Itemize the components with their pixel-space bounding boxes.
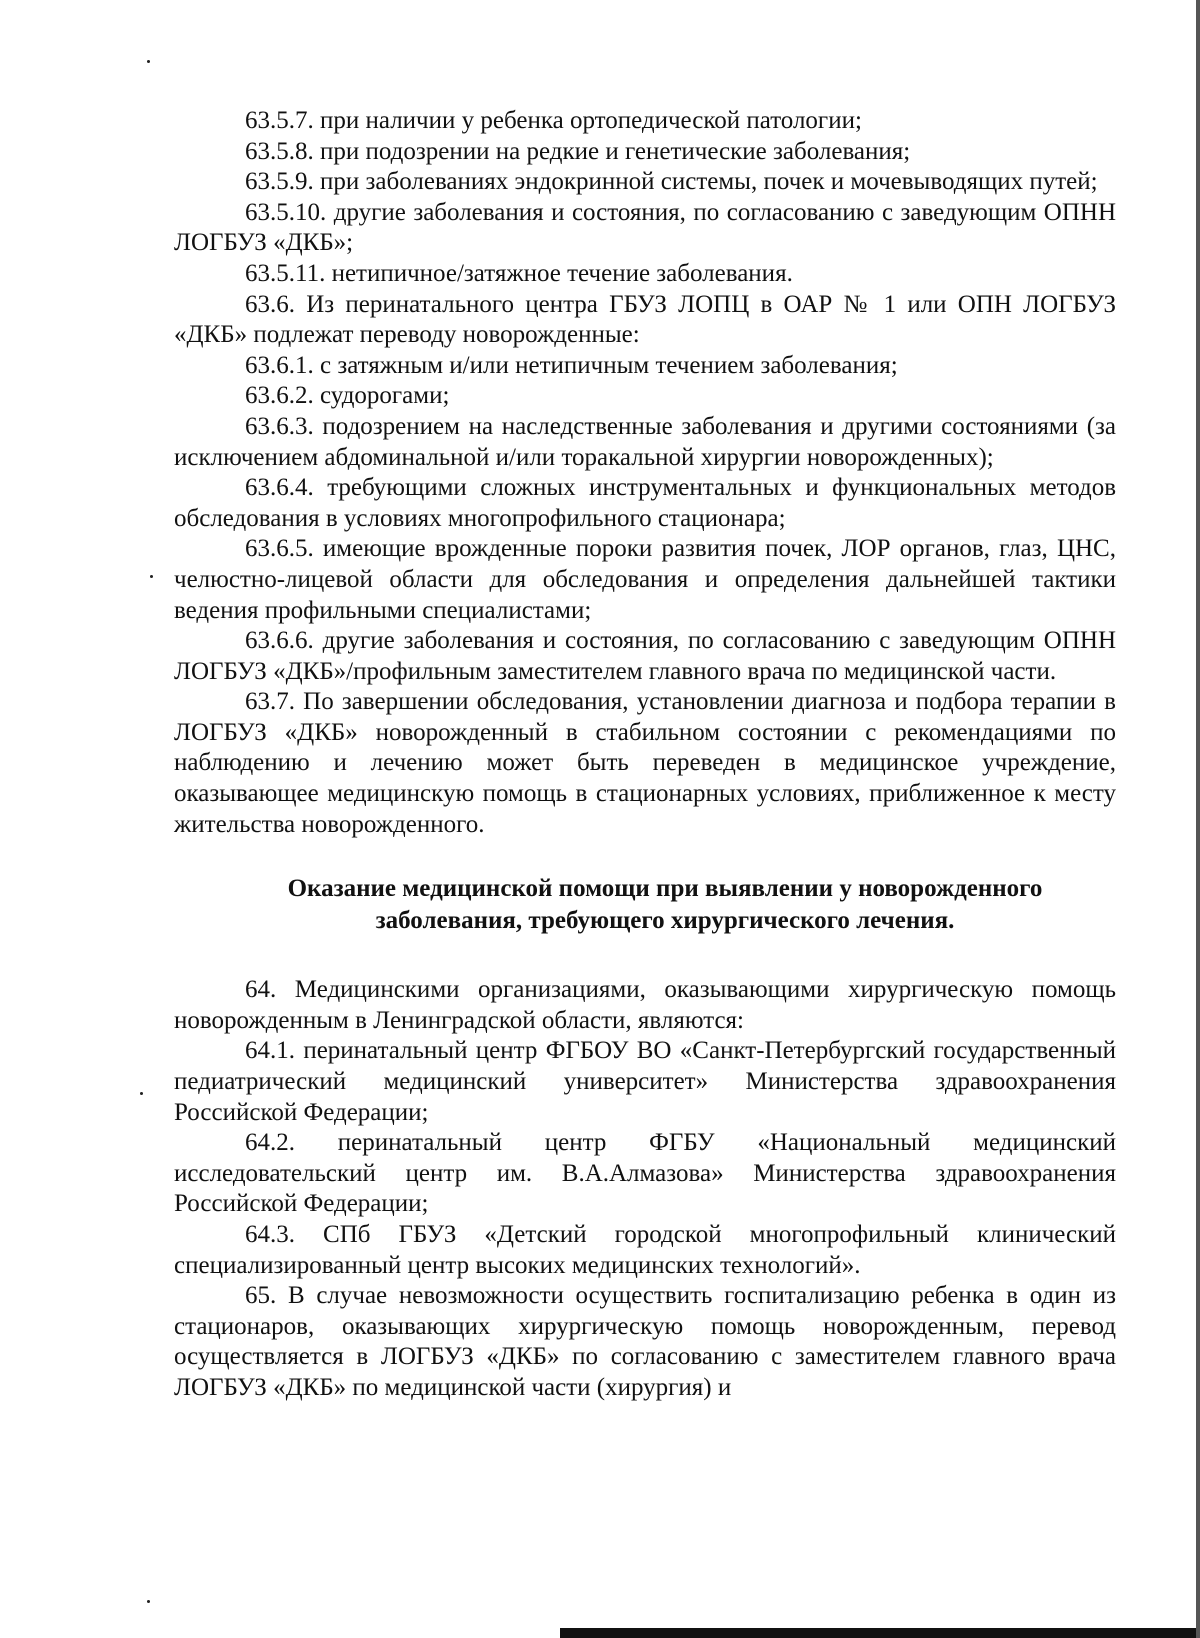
scan-speck: [150, 575, 153, 578]
paragraph-64-3: 64.3. СПб ГБУЗ «Детский городской многопрофильный клинический специализированный центр высоких медицинских технологий».: [174, 1221, 1116, 1279]
scan-right-edge: [1196, 0, 1200, 1638]
paragraph-63-6-6: 63.6.6. другие заболевания и состояния, по согласованию с заведующим ОПНН ЛОГБУЗ «ДКБ»/профильным заместителем главного врача по медицинской части.: [174, 627, 1116, 685]
paragraph-63-7: 63.7. По завершении обследования, установлении диагноза и подбора терапии в ЛОГБУЗ «ДКБ» новорожденный в стабильном состоянии с рекомендациями по наблюдению и лечению может быть переведен в медицинское учреждение, оказывающее медицинскую помощь в стационарных условиях, приближенное к месту жительства новорожденного.: [174, 688, 1116, 838]
paragraph-63-5-10: 63.5.10. другие заболевания и состояния, по согласованию с заведующим ОПНН ЛОГБУЗ «ДКБ»;: [174, 198, 1116, 257]
section-heading: Оказание медицинской помощи при выявлении у новорожденного заболевания, требующего хирургического лечения.: [287, 875, 1043, 935]
paragraph-63-6-2: 63.6.2. судорогами;: [245, 382, 450, 410]
paragraph-63-5-11: 63.5.11. нетипичное/затяжное течение заболевания.: [245, 259, 793, 287]
scan-speck: [140, 1092, 143, 1095]
paragraph-65: 65. В случае невозможности осуществить госпитализацию ребенка в один из стационаров, оказывающих хирургическую помощь новорожденным, перевод осуществляется в ЛОГБУЗ «ДКБ» по согласованию с заместителем главного врача ЛОГБУЗ «ДКБ» по медицинской части (хирургия) и: [174, 1282, 1116, 1401]
paragraph-63-6-1: 63.6.1. с затяжным и/или нетипичным течением заболевания;: [245, 351, 898, 379]
scan-speck: [147, 60, 150, 63]
scan-speck: [147, 1600, 150, 1603]
scan-bottom-edge: [560, 1628, 1200, 1638]
paragraph-64-2: 64.2. перинатальный центр ФГБУ «Национальный медицинский исследовательский центр им. В.А.Алмазова» Министерства здравоохранения Российской Федерации;: [174, 1129, 1116, 1218]
paragraph-63-6-3: 63.6.3. подозрением на наследственные заболевания и другими состояниями (за исключением абдоминальной и/или торакальной хирургии новорожденных);: [174, 412, 1116, 471]
paragraph-63-5-8: 63.5.8. при подозрении на редкие и генетические заболевания;: [245, 137, 911, 165]
document-page: [174, 106, 1116, 1404]
paragraph-63-6: 63.6. Из перинатального центра ГБУЗ ЛОПЦ в ОАР № 1 или ОПН ЛОГБУЗ «ДКБ» подлежат переводу новорожденные:: [174, 290, 1116, 349]
paragraph-63-5-9: 63.5.9. при заболеваниях эндокринной системы, почек и мочевыводящих путей;: [245, 168, 1098, 196]
paragraph-63-6-5: 63.6.5. имеющие врожденные пороки развития почек, ЛОР органов, глаз, ЦНС, челюстно-лицевой области для обследования и определения дальнейшей тактики ведения профильными специалистами;: [174, 535, 1116, 624]
paragraph-63-5-7: 63.5.7. при наличии у ребенка ортопедической патологии;: [245, 107, 862, 134]
paragraph-64: 64. Медицинскими организациями, оказывающими хирургическую помощь новорожденным в Ленинградской области, являются:: [174, 976, 1116, 1034]
paragraph-63-6-4: 63.6.4. требующими сложных инструментальных и функциональных методов обследования в условиях многопрофильного стационара;: [174, 474, 1116, 532]
paragraph-64-1: 64.1. перинатальный центр ФГБОУ ВО «Санкт-Петербургский государственный педиатрический медицинский университет» Министерства здравоохранения Российской Федерации;: [174, 1037, 1116, 1126]
